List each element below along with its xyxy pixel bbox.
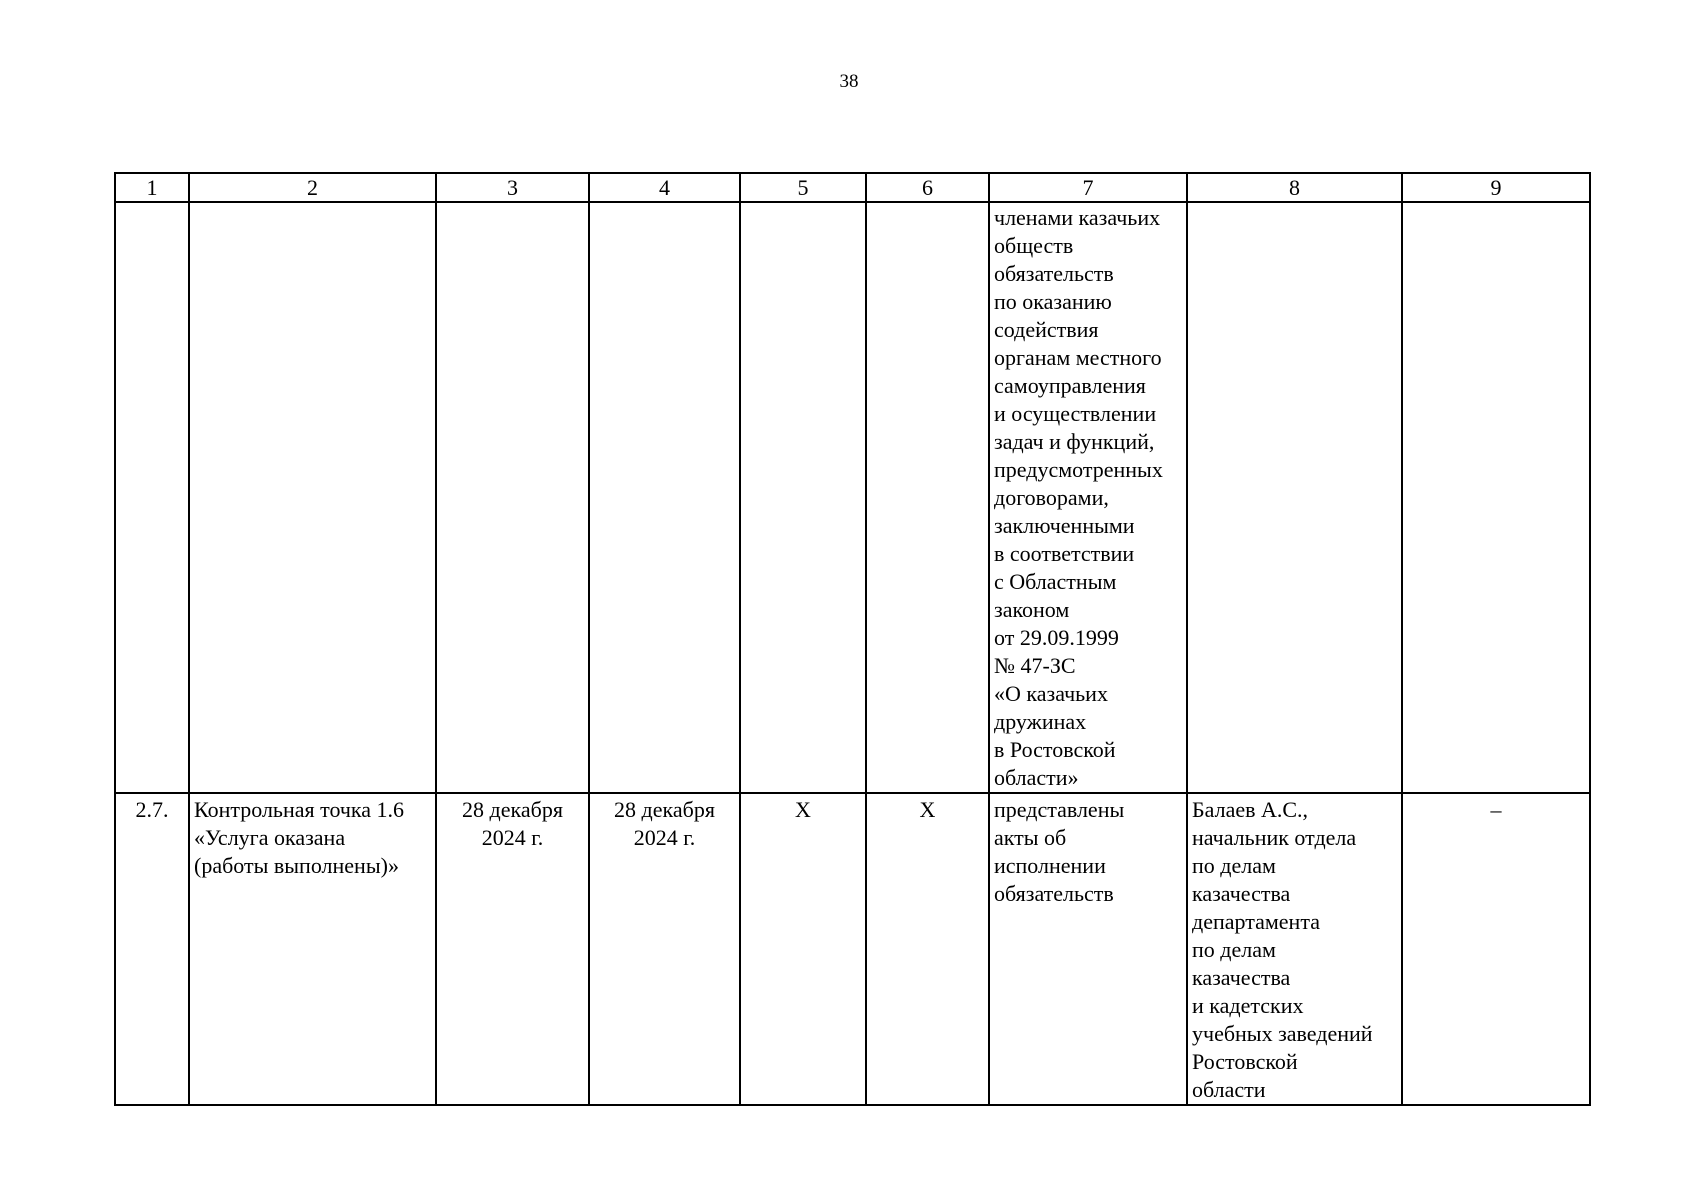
column-header-9: 9 (1402, 173, 1590, 202)
responsible-cell: Балаев А.С., начальник отдела по делам казачества департамента по делам казачества и кадетских учебных заведений Ростовской области (1187, 793, 1402, 1105)
continued-result-cell: членами казачьих обществ обязательств по оказанию содействия органам местного самоуправления и осуществлении задач и функций, предусмотренных договорами, заключенными в соответствии с Областным законом от 29.09.1999 № 47-ЗС «О казачьих дружинах в Ростовской области» (989, 202, 1187, 793)
plan-table (114, 172, 1591, 1106)
column-header-1: 1 (115, 173, 189, 202)
column-header-5: 5 (740, 173, 866, 202)
column-9-cell: – (1402, 793, 1590, 1105)
column-header-6: 6 (866, 173, 989, 202)
page-number: 38 (839, 71, 859, 92)
cell-empty (115, 202, 189, 793)
table-row-continuation (115, 202, 1590, 793)
result-cell: представлены акты об исполнении обязательств (989, 793, 1187, 1105)
cell-empty (1402, 202, 1590, 793)
column-6-cell: Х (866, 793, 989, 1105)
cell-empty (189, 202, 436, 793)
column-header-3: 3 (436, 173, 589, 202)
column-header-7: 7 (989, 173, 1187, 202)
column-header-4: 4 (589, 173, 740, 202)
cell-empty (1187, 202, 1402, 793)
cell-empty (740, 202, 866, 793)
control-point-name-cell: Контрольная точка 1.6 «Услуга оказана (работы выполнены)» (189, 793, 436, 1105)
column-5-cell: Х (740, 793, 866, 1105)
row-number-cell: 2.7. (115, 793, 189, 1105)
cell-empty (436, 202, 589, 793)
start-date-cell: 28 декабря 2024 г. (436, 793, 589, 1105)
column-header-2: 2 (189, 173, 436, 202)
cell-empty (589, 202, 740, 793)
cell-empty (866, 202, 989, 793)
column-header-8: 8 (1187, 173, 1402, 202)
table-row-2-7 (115, 793, 1590, 1105)
end-date-cell: 28 декабря 2024 г. (589, 793, 740, 1105)
table-header-row (115, 173, 1590, 202)
